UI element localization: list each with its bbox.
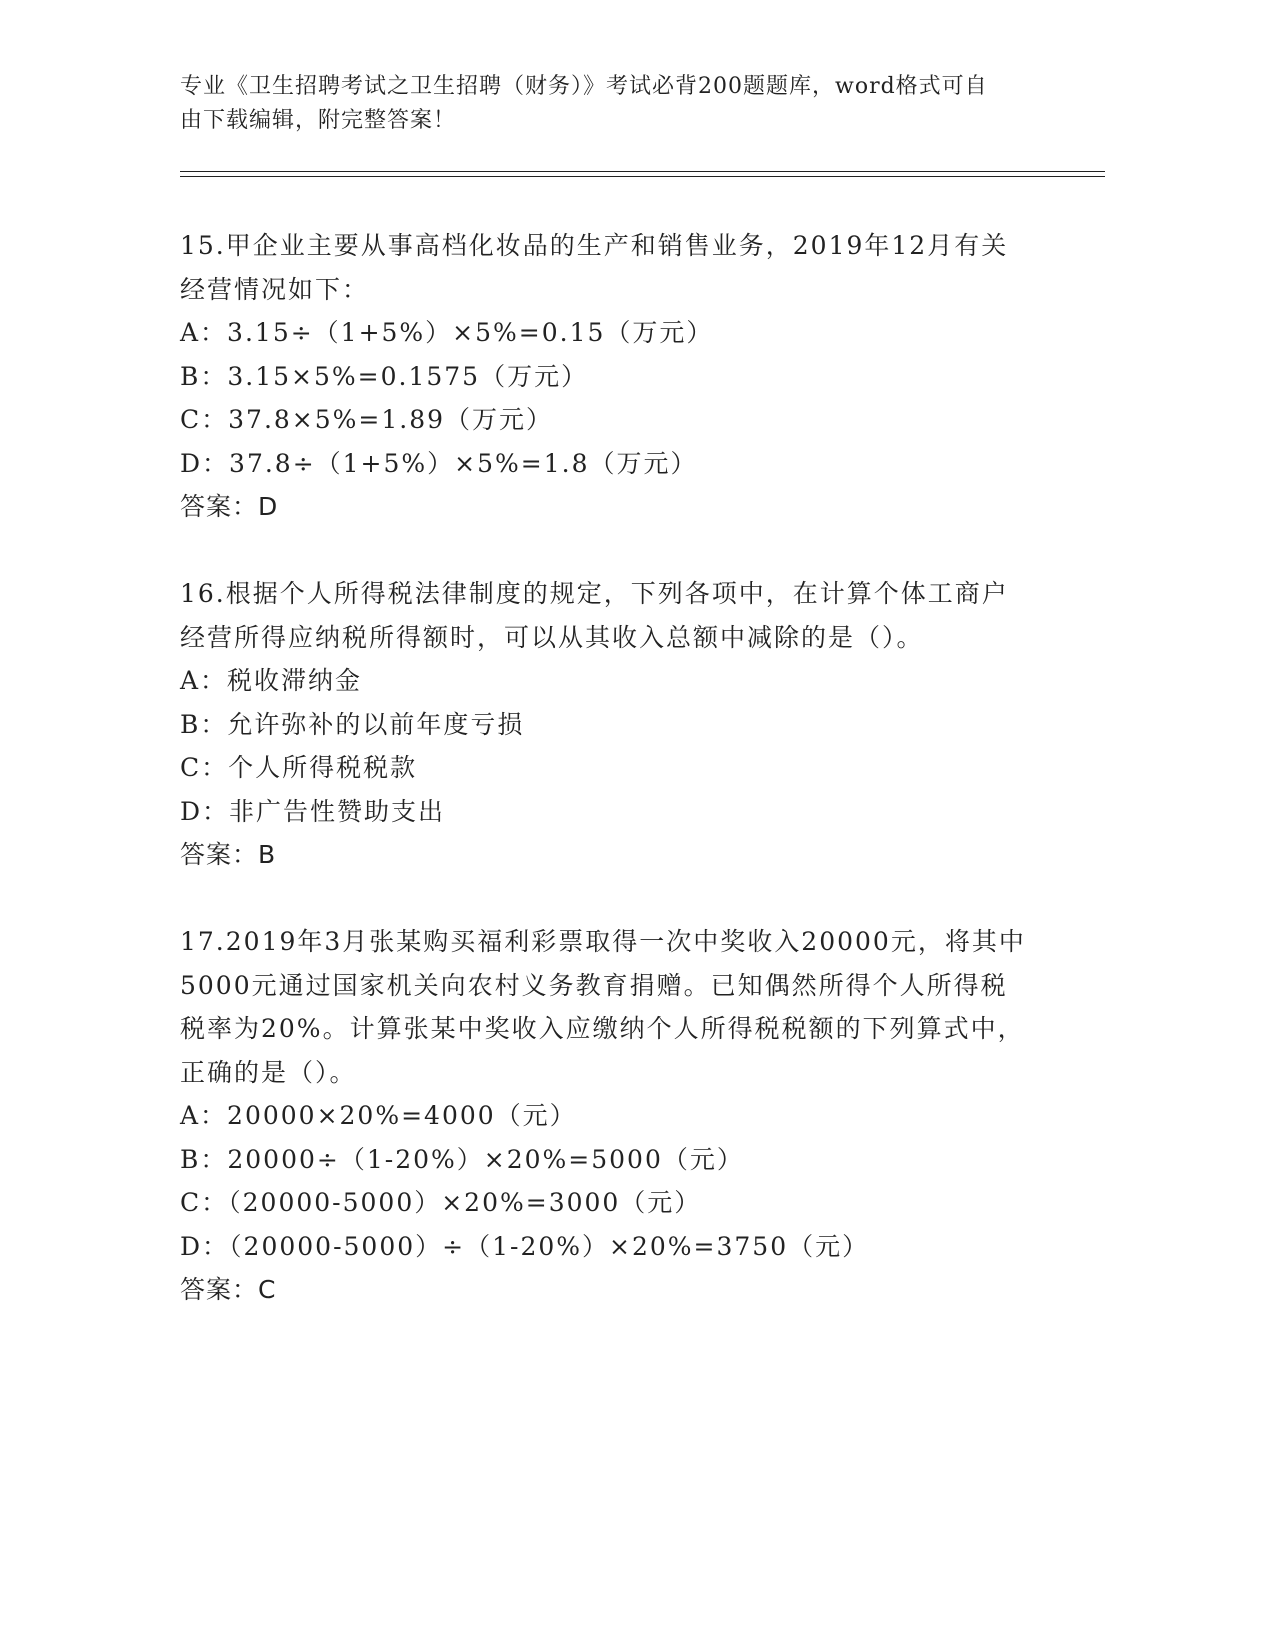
question-stem-line: 17.2019年3月张某购买福利彩票取得一次中奖收入20000元，将其中 (180, 927, 1026, 956)
question-17 (180, 920, 1040, 1312)
option-c: C：个人所得税税款 (180, 753, 418, 782)
question-stem-line: 经营情况如下： (180, 274, 370, 304)
answer: 答案：B (180, 840, 277, 869)
question-stem-line: 16.根据个人所得税法律制度的规定，下列各项中，在计算个体工商户 (180, 579, 1009, 608)
option-b: B：允许弥补的以前年度亏损 (180, 709, 525, 739)
option-d: D：37.8÷（1+5%）×5%=1.8（万元） (180, 448, 698, 478)
document-header (180, 70, 1040, 138)
answer: 答案：D (180, 492, 279, 521)
option-b: B：20000÷（1-20%）×20%=5000（元） (180, 1144, 744, 1174)
header-divider-top (180, 171, 1105, 172)
question-stem-line: 15.甲企业主要从事高档化妆品的生产和销售业务，2019年12月有关 (180, 231, 1009, 260)
question-stem-line: 5000元通过国家机关向农村义务教育捐赠。已知偶然所得个人所得税 (180, 970, 1008, 1000)
question-stem-line: 正确的是（）。 (180, 1057, 357, 1087)
option-a: A：税收滞纳金 (180, 666, 363, 695)
question-16 (180, 572, 1040, 877)
option-a: A：3.15÷（1+5%）×5%=0.15（万元） (180, 318, 714, 347)
option-c: C：（20000-5000）×20%=3000（元） (180, 1188, 702, 1217)
header-divider-bottom (180, 176, 1105, 177)
question-15 (180, 224, 1040, 529)
question-stem-line: 经营所得应纳税所得额时，可以从其收入总额中减除的是（）。 (180, 622, 924, 652)
option-a: A：20000×20%=4000（元） (180, 1101, 577, 1130)
header-line-2: 由下载编辑，附完整答案！ (180, 108, 457, 133)
option-b: B：3.15×5%=0.1575（万元） (180, 361, 589, 391)
option-d: D：非广告性赞助支出 (180, 796, 446, 826)
option-d: D：（20000-5000）÷（1-20%）×20%=3750（元） (180, 1231, 870, 1261)
answer: 答案：C (180, 1275, 277, 1304)
question-stem-line: 税率为20%。计算张某中奖收入应缴纳个人所得税税额的下列算式中， (180, 1014, 1025, 1043)
header-line-1: 专业《卫生招聘考试之卫生招聘（财务）》考试必背200题题库，word格式可自 (180, 74, 988, 99)
option-c: C：37.8×5%=1.89（万元） (180, 405, 554, 434)
